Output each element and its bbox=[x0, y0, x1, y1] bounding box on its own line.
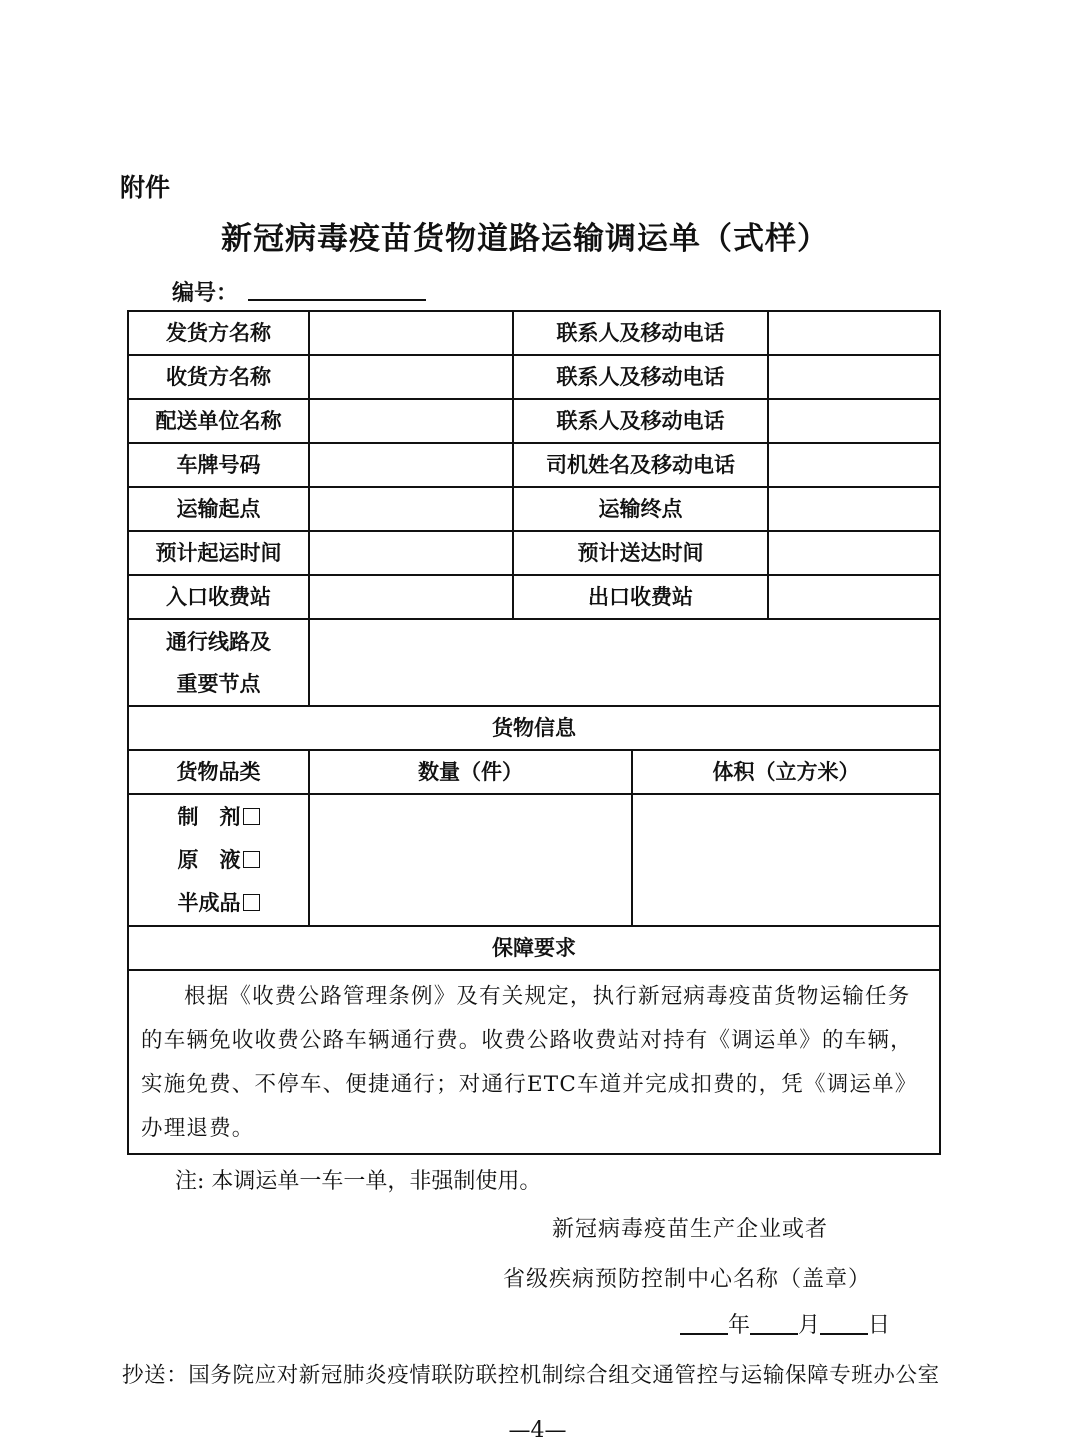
checkbox[interactable] bbox=[243, 851, 260, 868]
usage-note: 注: 本调运单一车一单，非强制使用。 bbox=[175, 1169, 542, 1194]
form-label: 入口收费站 bbox=[128, 575, 309, 619]
form-value-cell[interactable] bbox=[768, 399, 940, 443]
route-label-line: 重要节点 bbox=[176, 671, 261, 696]
month-field[interactable] bbox=[750, 1313, 798, 1335]
form-label: 发货方名称 bbox=[128, 311, 309, 355]
form-value-cell[interactable] bbox=[768, 575, 940, 619]
table-row bbox=[128, 531, 940, 575]
year-label: 年 bbox=[728, 1313, 751, 1338]
form-label: 配送单位名称 bbox=[128, 399, 309, 443]
form-value-cell[interactable] bbox=[309, 443, 513, 487]
cargo-category-label: 原 液 bbox=[177, 847, 241, 872]
table-row bbox=[128, 575, 940, 619]
form-label: 收货方名称 bbox=[128, 355, 309, 399]
table-row bbox=[128, 487, 940, 531]
cargo-column-header: 货物品类 bbox=[128, 750, 309, 794]
route-value-cell[interactable] bbox=[309, 619, 940, 706]
form-value-cell[interactable] bbox=[768, 355, 940, 399]
organization-line-2: 省级疾病预防控制中心名称（盖章） bbox=[503, 1267, 872, 1292]
cargo-info-header: 货物信息 bbox=[128, 706, 940, 750]
month-label: 月 bbox=[798, 1313, 821, 1338]
form-label: 运输终点 bbox=[513, 487, 768, 531]
form-value-cell[interactable] bbox=[309, 399, 513, 443]
copy-to-line: 抄送：国务院应对新冠肺炎疫情联防联控机制综合组交通管控与运输保障专班办公室 bbox=[122, 1363, 940, 1388]
form-label: 出口收费站 bbox=[513, 575, 768, 619]
table-row bbox=[128, 970, 940, 1154]
day-field[interactable] bbox=[820, 1313, 868, 1335]
form-value-cell[interactable] bbox=[768, 487, 940, 531]
table-row bbox=[128, 355, 940, 399]
form-label: 司机姓名及移动电话 bbox=[513, 443, 768, 487]
cargo-category-option bbox=[129, 796, 308, 839]
cargo-category-option bbox=[129, 882, 308, 925]
table-row bbox=[128, 706, 940, 750]
form-value-cell[interactable] bbox=[309, 575, 513, 619]
route-label bbox=[128, 619, 309, 706]
form-value-cell[interactable] bbox=[768, 311, 940, 355]
cargo-column-header: 体积（立方米） bbox=[632, 750, 940, 794]
form-label: 预计起运时间 bbox=[128, 531, 309, 575]
cargo-column-header: 数量（件） bbox=[309, 750, 632, 794]
form-label: 联系人及移动电话 bbox=[513, 399, 768, 443]
page-number: —4— bbox=[508, 1418, 567, 1443]
cargo-category-cell bbox=[128, 794, 309, 926]
form-value-cell[interactable] bbox=[768, 443, 940, 487]
cargo-category-option bbox=[129, 839, 308, 882]
day-label: 日 bbox=[868, 1313, 891, 1338]
table-row bbox=[128, 750, 940, 794]
guarantee-header: 保障要求 bbox=[128, 926, 940, 970]
form-label: 联系人及移动电话 bbox=[513, 311, 768, 355]
form-value-cell[interactable] bbox=[309, 487, 513, 531]
form-label: 预计送达时间 bbox=[513, 531, 768, 575]
form-value-cell[interactable] bbox=[309, 311, 513, 355]
cargo-category-label: 制 剂 bbox=[177, 804, 241, 829]
form-label: 车牌号码 bbox=[128, 443, 309, 487]
table-row bbox=[128, 399, 940, 443]
serial-number-field[interactable] bbox=[248, 299, 426, 301]
table-row bbox=[128, 443, 940, 487]
form-label: 运输起点 bbox=[128, 487, 309, 531]
route-label-line: 通行线路及 bbox=[166, 629, 271, 654]
form-value-cell[interactable] bbox=[309, 531, 513, 575]
table-row bbox=[128, 619, 940, 706]
attachment-label: 附件 bbox=[120, 173, 171, 202]
serial-number-label: 编号： bbox=[172, 281, 239, 306]
checkbox[interactable] bbox=[243, 808, 260, 825]
table-row bbox=[128, 794, 940, 926]
guarantee-text: 根据《收费公路管理条例》及有关规定，执行新冠病毒疫苗货物运输任务的车辆免收收费公路车辆通行费。收费公路收费站对持有《调运单》的车辆，实施免费、不停车、便捷通行；对通行ETC车道并完成扣费的，凭《调运单》办理退费。 bbox=[128, 970, 940, 1154]
document-title: 新冠病毒疫苗货物道路运输调运单（式样） bbox=[221, 221, 829, 257]
year-field[interactable] bbox=[680, 1313, 728, 1335]
quantity-value-cell[interactable] bbox=[309, 794, 632, 926]
organization-line-1: 新冠病毒疫苗生产企业或者 bbox=[552, 1217, 829, 1242]
checkbox[interactable] bbox=[243, 894, 260, 911]
dispatch-form-table bbox=[127, 310, 941, 1155]
form-label: 联系人及移动电话 bbox=[513, 355, 768, 399]
form-value-cell[interactable] bbox=[309, 355, 513, 399]
volume-value-cell[interactable] bbox=[632, 794, 940, 926]
cargo-category-label: 半成品 bbox=[177, 890, 241, 915]
form-value-cell[interactable] bbox=[768, 531, 940, 575]
table-row bbox=[128, 311, 940, 355]
date-line bbox=[680, 1308, 890, 1339]
table-row bbox=[128, 926, 940, 970]
